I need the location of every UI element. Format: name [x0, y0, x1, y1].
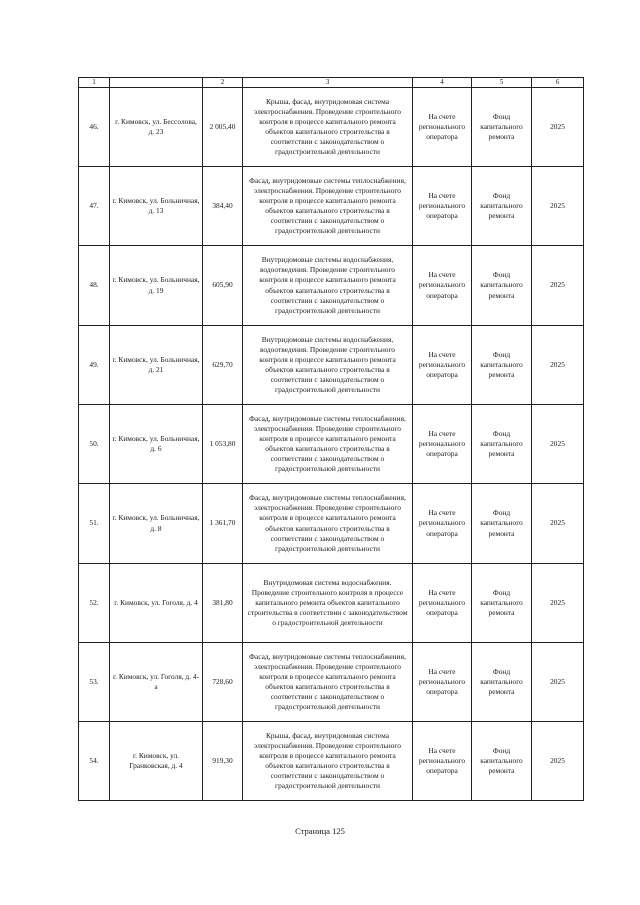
table-body [79, 88, 584, 801]
account-cell: На счете регионального оператора [413, 405, 472, 484]
area-cell: 605,90 [203, 246, 243, 326]
column-header: 5 [472, 78, 532, 88]
fund-cell: Фонд капитального ремонта [472, 405, 532, 484]
page-number: Страница 125 [295, 826, 345, 836]
table-row [79, 643, 584, 722]
table-row [79, 88, 584, 167]
account-cell: На счете регионального оператора [413, 564, 472, 643]
address-cell: г. Кимовск, ул. Больничная, д. 6 [110, 405, 203, 484]
row-number: 48. [79, 246, 110, 326]
column-header: 3 [243, 78, 413, 88]
area-cell: 919,30 [203, 722, 243, 801]
account-cell: На счете регионального оператора [413, 722, 472, 801]
fund-cell: Фонд капитального ремонта [472, 88, 532, 167]
account-cell: На счете регионального оператора [413, 167, 472, 246]
year-cell: 2025 [532, 88, 584, 167]
table-row [79, 564, 584, 643]
area-cell: 629,70 [203, 326, 243, 405]
fund-cell: Фонд капитального ремонта [472, 722, 532, 801]
works-cell: Внутридомовые системы водоснабжения, водоотведения. Проведение строительного контроля в процессе капитального ремонта объектов капитального строительства в соответствии с законодательством о градостроительной деятельности [243, 326, 413, 405]
year-cell: 2025 [532, 643, 584, 722]
fund-cell: Фонд капитального ремонта [472, 564, 532, 643]
table-row [79, 246, 584, 326]
column-header [110, 78, 203, 88]
row-number: 50. [79, 405, 110, 484]
column-header: 4 [413, 78, 472, 88]
works-cell: Внутридомовые системы водоснабжения, водоотведения. Проведение строительного контроля в процессе капитального ремонта объектов капитального строительства в соответствии с законодательством о градостроительной деятельности [243, 246, 413, 326]
area-cell: 1 361,70 [203, 484, 243, 564]
works-cell: Фасад, внутридомовые системы теплоснабжения, электроснабжения. Проведение строительного контроля в процессе капитального ремонта объектов капитального строительства в соответствии с законодательством о градостроительной деятельности [243, 484, 413, 564]
address-cell: г. Кимовск, ул. Больничная, д. 8 [110, 484, 203, 564]
account-cell: На счете регионального оператора [413, 246, 472, 326]
account-cell: На счете регионального оператора [413, 643, 472, 722]
table-row [79, 722, 584, 801]
works-cell: Фасад, внутридомовые системы теплоснабжения, электроснабжения. Проведение строительного контроля в процессе капитального ремонта объектов капитального строительства в соответствии с законодательством о градостроительной деятельности [243, 167, 413, 246]
account-cell: На счете регионального оператора [413, 326, 472, 405]
year-cell: 2025 [532, 564, 584, 643]
header-row [79, 78, 584, 88]
area-cell: 1 053,80 [203, 405, 243, 484]
address-cell: г. Кимовск, ул. Бессолова, д. 23 [110, 88, 203, 167]
works-cell: Крыша, фасад, внутридомовая система электроснабжения. Проведение строительного контроля в процессе капитального ремонта объектов капитального строительства в соответствии с законодательством о градостроительной деятельности [243, 722, 413, 801]
row-number: 54. [79, 722, 110, 801]
address-cell: г. Кимовск, ул. Больничная, д. 19 [110, 246, 203, 326]
column-header: 6 [532, 78, 584, 88]
works-cell: Фасад, внутридомовые системы теплоснабжения, электроснабжения. Проведение строительного контроля в процессе капитального ремонта объектов капитального строительства в соответствии с законодательством о градостроительной деятельности [243, 405, 413, 484]
column-header: 1 [79, 78, 110, 88]
year-cell: 2025 [532, 722, 584, 801]
address-cell: г. Кимовск, ул. Больничная, д. 21 [110, 326, 203, 405]
table-row [79, 405, 584, 484]
row-number: 47. [79, 167, 110, 246]
works-cell: Крыша, фасад, внутридомовая система электроснабжения. Проведение строительного контроля в процессе капитального ремонта объектов капитального строительства в соответствии с законодательством о градостроительной деятельности [243, 88, 413, 167]
table-row [79, 326, 584, 405]
area-cell: 384,40 [203, 167, 243, 246]
works-cell: Внутридомовая система водоснабжения. Проведение строительного контроля в процессе капитального ремонта объектов капитального строительства в соответствии с законодательством о градостроительной деятельности [243, 564, 413, 643]
fund-cell: Фонд капитального ремонта [472, 326, 532, 405]
account-cell: На счете регионального оператора [413, 484, 472, 564]
area-cell: 2 005,40 [203, 88, 243, 167]
fund-cell: Фонд капитального ремонта [472, 643, 532, 722]
row-number: 49. [79, 326, 110, 405]
year-cell: 2025 [532, 405, 584, 484]
address-cell: г. Кимовск, ул. Больничная, д. 13 [110, 167, 203, 246]
address-cell: г. Кимовск, ул. Гранковская, д. 4 [110, 722, 203, 801]
fund-cell: Фонд капитального ремонта [472, 484, 532, 564]
fund-cell: Фонд капитального ремонта [472, 246, 532, 326]
row-number: 51. [79, 484, 110, 564]
area-cell: 728,60 [203, 643, 243, 722]
fund-cell: Фонд капитального ремонта [472, 167, 532, 246]
row-number: 46. [79, 88, 110, 167]
address-cell: г. Кимовск, ул. Гоголя, д. 4-а [110, 643, 203, 722]
account-cell: На счете регионального оператора [413, 88, 472, 167]
repair-plan-table [78, 77, 584, 801]
table-header [79, 78, 584, 88]
year-cell: 2025 [532, 167, 584, 246]
address-cell: г. Кимовск, ул. Гоголя, д. 4 [110, 564, 203, 643]
year-cell: 2025 [532, 326, 584, 405]
year-cell: 2025 [532, 484, 584, 564]
row-number: 52. [79, 564, 110, 643]
year-cell: 2025 [532, 246, 584, 326]
table-row [79, 484, 584, 564]
table-row [79, 167, 584, 246]
area-cell: 381,80 [203, 564, 243, 643]
works-cell: Фасад, внутридомовые системы теплоснабжения, электроснабжения. Проведение строительного контроля в процессе капитального ремонта объектов капитального строительства в соответствии с законодательством о градостроительной деятельности [243, 643, 413, 722]
row-number: 53. [79, 643, 110, 722]
column-header: 2 [203, 78, 243, 88]
